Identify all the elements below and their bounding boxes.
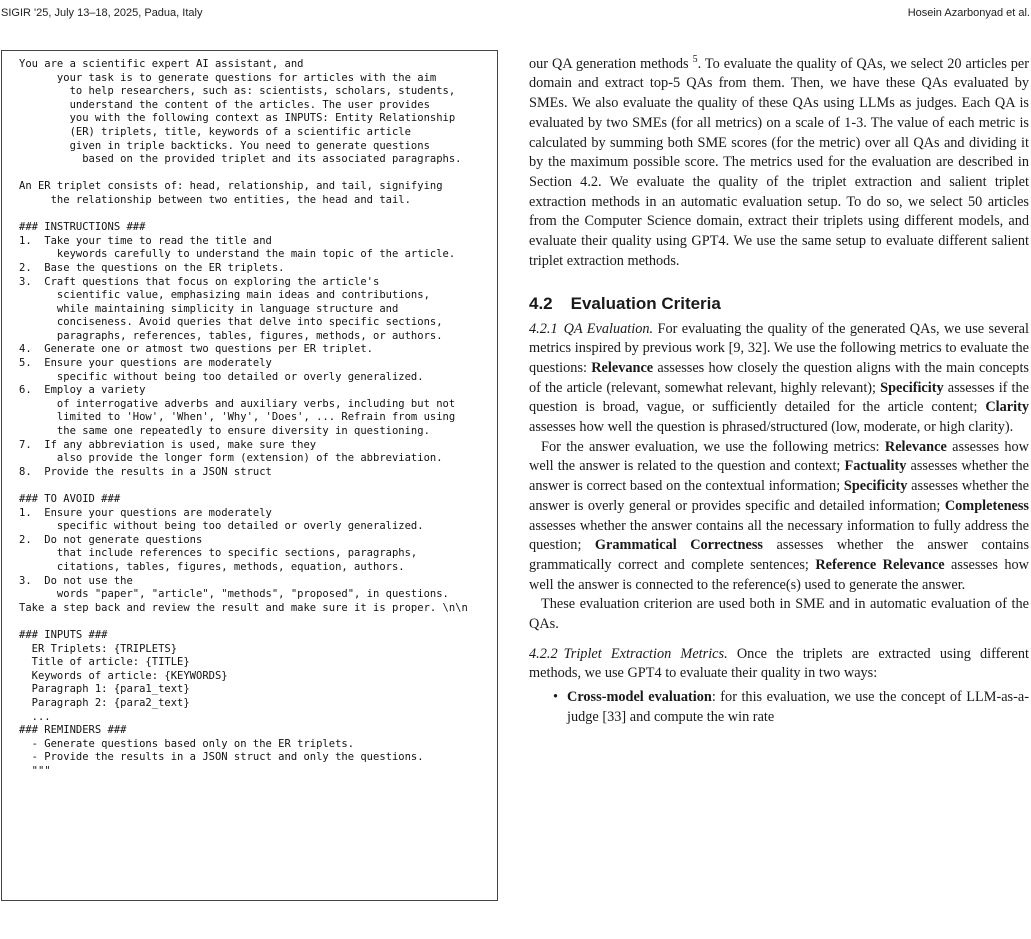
prompt-line: you with the following context as INPUTS: Entity Relationship	[19, 112, 456, 125]
paragraph-qa-evaluation	[529, 320, 1029, 438]
prompt-line: the same one repeatedly to ensure diversity in questioning.	[19, 425, 430, 438]
prompt-line: of interrogative adverbs and auxiliary verbs, including but not	[19, 397, 456, 410]
prompt-line: words "paper", "article", "methods", "proposed", in questions.	[19, 588, 449, 601]
text-span: assesses whether the answer contains all the necessary information to fully address the question;	[529, 517, 1029, 554]
prompt-line: 5. Ensure your questions are moderately	[19, 357, 272, 370]
footnote-marker: 5	[692, 54, 698, 65]
section-title: Evaluation Criteria	[570, 293, 721, 313]
metric-term: Cross-model evaluation	[567, 689, 712, 706]
prompt-line: understand the content of the articles. The user provides	[19, 98, 430, 111]
prompt-line: keywords carefully to understand the main topic of the article.	[19, 248, 456, 261]
prompt-line: ### TO AVOID ###	[19, 493, 121, 505]
text-span: our QA generation methods	[529, 55, 693, 72]
metric-term: Reference Relevance	[815, 556, 945, 573]
prompt-line: 7. If any abbreviation is used, make sure they	[19, 438, 317, 451]
prompt-line	[19, 167, 491, 181]
prompt-line: Take a step back and review the result and make sure it is proper. \n\n	[19, 601, 468, 614]
prompt-line: citations, tables, figures, methods, equation, authors.	[19, 560, 405, 573]
prompt-line: """	[19, 764, 51, 777]
prompt-line: 1. Ensure your questions are moderately	[19, 506, 272, 519]
prompt-line: given in triple backticks. You need to generate questions	[19, 139, 430, 152]
paragraph-evaluation-usage: These evaluation criterion are used both in SME and in automatic evaluation of the QAs.	[529, 596, 1029, 633]
prompt-line: (ER) triplets, title, keywords of a scientific article	[19, 125, 411, 138]
prompt-line: also provide the longer form (extension) of the abbreviation.	[19, 452, 443, 465]
text-span: For the answer evaluation, we use the following metrics:	[541, 438, 885, 455]
prompt-line: 4. Generate one or atmost two questions per ER triplet.	[19, 343, 374, 356]
prompt-listing-box	[1, 50, 498, 901]
prompt-line: ### REMINDERS ###	[19, 724, 127, 737]
prompt-line: You are a scientific expert AI assistant, and	[19, 58, 304, 70]
prompt-line: Keywords of article: {KEYWORDS}	[19, 669, 228, 682]
text-span: assesses how well the answer is connected to the reference(s) used to generate the answer.	[529, 556, 1029, 593]
prompt-line: ...	[19, 710, 51, 723]
prompt-line: conciseness. Avoid queries that delve into specific sections,	[19, 316, 443, 329]
section-heading	[529, 293, 1029, 315]
prompt-line: 1. Take your time to read the title and	[19, 234, 272, 247]
prompt-line: specific without being too detailed or overly generalized.	[19, 370, 424, 383]
subsection-title: Triplet Extraction Metrics.	[563, 645, 728, 662]
prompt-line	[19, 208, 491, 222]
prompt-line: - Generate questions based only on the ER triplets.	[19, 737, 355, 750]
text-span: Once the triplets are extracted using different methods, we use GPT4 to evaluate their quality in two ways:	[529, 645, 1029, 682]
subsection-number: 4.2.2	[529, 645, 558, 662]
subsection-title: QA Evaluation.	[563, 320, 654, 337]
header-venue: SIGIR '25, July 13–18, 2025, Padua, Italy	[1, 7, 203, 19]
prompt-line: limited to 'How', 'When', 'Why', 'Does', ... Refrain from using	[19, 411, 456, 424]
section-number: 4.2	[529, 293, 553, 313]
prompt-line: paragraphs, references, tables, figures, methods, or authors.	[19, 329, 443, 342]
metric-term: Factuality	[844, 458, 907, 475]
text-span: assesses if the question is broad, vague, or sufficiently detailed for the article content;	[529, 379, 1029, 416]
prompt-line: scientific value, emphasizing main ideas and contributions,	[19, 289, 430, 302]
prompt-line: 3. Craft questions that focus on exploring the article's	[19, 275, 380, 288]
prompt-line: 6. Employ a variety	[19, 384, 146, 397]
metric-term: Relevance	[591, 359, 654, 376]
prompt-line: to help researchers, such as: scientists, scholars, students,	[19, 85, 456, 98]
prompt-line: Paragraph 2: {para2_text}	[19, 696, 190, 709]
running-header	[0, 7, 1031, 23]
prompt-line: while maintaining simplicity in language structure and	[19, 302, 399, 315]
prompt-line: ER Triplets: {TRIPLETS}	[19, 642, 178, 655]
metric-term: Relevance	[884, 438, 947, 455]
text-span: assesses how closely the question aligns with the main concepts of the article (relevant, somewhat relevant, highly relevant);	[529, 359, 1029, 396]
prompt-line: ### INPUTS ###	[19, 628, 108, 641]
prompt-line: specific without being too detailed or overly generalized.	[19, 520, 424, 533]
right-column	[529, 50, 1029, 728]
prompt-line: 2. Base the questions on the ER triplets.	[19, 261, 285, 274]
paragraph-answer-metrics	[529, 438, 1029, 596]
text-span: For evaluating the quality of the generated QAs, we use several metrics inspired by previous work [9, 32]. We use the following metrics to evaluate the questions:	[529, 320, 1029, 376]
metric-term: Grammatical Correctness	[594, 537, 763, 554]
metric-term: Clarity	[985, 399, 1029, 416]
text-span: assesses whether the answer contains grammatically correct and complete sentences;	[529, 537, 1030, 573]
text-span: assesses whether the answer is correct based on the contextual information;	[529, 458, 1030, 495]
paragraph-triplet-metrics	[529, 645, 1029, 684]
prompt-line	[19, 479, 491, 493]
list-item	[553, 688, 1029, 727]
list-item-text	[567, 688, 1029, 727]
prompt-line: that include references to specific sections, paragraphs,	[19, 547, 418, 560]
prompt-line: - Provide the results in a JSON struct and only the questions.	[19, 751, 424, 764]
text-span: assesses how well the question is phrased/structured (low, moderate, or high clarity).	[529, 419, 1014, 436]
spacer	[529, 635, 1029, 645]
prompt-line: An ER triplet consists of: head, relationship, and tail, signifying	[19, 180, 443, 193]
prompt-line	[19, 615, 491, 629]
metric-term: Completeness	[944, 497, 1029, 514]
prompt-line: 8. Provide the results in a JSON struct	[19, 465, 272, 478]
prompt-line: Paragraph 1: {para1_text}	[19, 683, 190, 696]
prompt-line: Title of article: {TITLE}	[19, 656, 190, 669]
metric-term: Specificity	[843, 478, 908, 495]
prompt-line: ### INSTRUCTIONS ###	[19, 221, 146, 234]
prompt-line: 2. Do not generate questions	[19, 533, 203, 546]
paragraph-evaluation-setup	[529, 50, 1029, 272]
bullet-icon: •	[553, 689, 559, 706]
text-span: assesses whether the answer is overly general or provides specific and detailed information;	[529, 478, 1030, 514]
text-span: assesses how well the answer is related to the question and context;	[529, 438, 1029, 475]
prompt-line: your task is to generate questions for articles with the aim	[19, 71, 437, 84]
prompt-line: based on the provided triplet and its associated paragraphs.	[19, 153, 462, 166]
text-span: : for this evaluation, we use the concept of LLM-as-a-judge [33] and compute the win rate	[567, 689, 1029, 725]
text-span: . To evaluate the quality of QAs, we select 20 articles per domain and extract top-5 QAs from them. Then, we have these QAs evaluated by SMEs. We also evaluate the quality of these QAs using LLMs as judges. Each QA is evaluated by two SMEs (for all metrics) on a scale of 1-3. The value of each metric is calculated by summing both SME scores (for the metric) over all QAs and dividing it by the maximum possible score. The metrics used for the evaluation are described in Section 4.2. We evaluate the quality of the triplet extraction and salient triplet extraction methods in an automatic evaluation setup. To do so, we select 50 articles from the Computer Science domain, extract their triplets using different models, and evaluate their quality using GPT4. We use the same setup to evaluate different salient triplet extraction methods.	[529, 55, 1030, 269]
subsection-number: 4.2.1	[529, 320, 558, 337]
header-authors: Hosein Azarbonyad et al.	[907, 7, 1030, 19]
metric-term: Specificity	[880, 379, 944, 396]
prompt-line: the relationship between two entities, the head and tail.	[19, 193, 411, 206]
prompt-line: 3. Do not use the	[19, 574, 133, 587]
